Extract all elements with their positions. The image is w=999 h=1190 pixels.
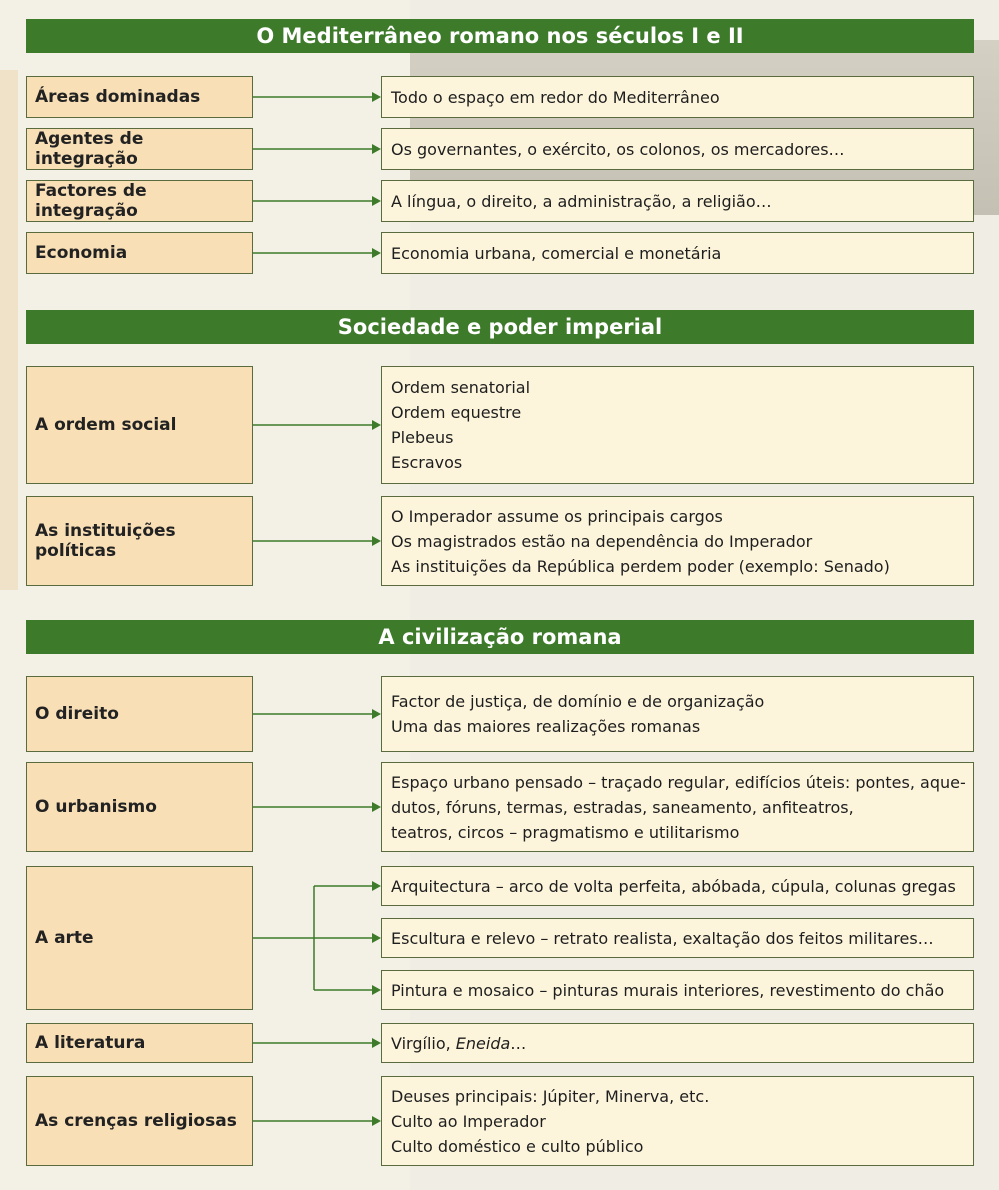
content-line: Uma das maiores realizações romanas <box>391 717 701 736</box>
content-line: Os magistrados estão na dependência do Imperador <box>391 531 813 551</box>
section-title-sociedade: Sociedade e poder imperial <box>26 310 974 344</box>
content-line: Deuses principais: Júpiter, Minerva, etc. <box>391 1086 710 1106</box>
background-left-margin <box>0 70 18 590</box>
content-line: Arquitectura – arco de volta perfeita, abóbada, cúpula, colunas gregas <box>391 876 956 896</box>
content-ordem-social <box>381 366 974 484</box>
section-title-civilizacao: A civilização romana <box>26 620 974 654</box>
content-direito <box>381 676 974 752</box>
label-direito: O direito <box>26 676 253 752</box>
literatura-ellipsis: … <box>510 1033 527 1053</box>
content-line: Escravos <box>391 453 463 472</box>
content-line <box>391 1031 973 1056</box>
content-economia <box>381 232 974 274</box>
content-line: As instituições da República perdem poder (exemplo: Senado) <box>391 556 890 576</box>
label-urbanismo: O urbanismo <box>26 762 253 852</box>
content-arte-escultura <box>381 918 974 958</box>
content-urbanismo <box>381 762 974 852</box>
content-line: Pintura e mosaico – pinturas murais interiores, revestimento do chão <box>391 980 945 1000</box>
content-line: Culto ao Imperador <box>391 1111 546 1131</box>
literatura-work: Eneida <box>455 1033 511 1053</box>
content-line: Economia urbana, comercial e monetária <box>391 243 722 263</box>
content-line: A língua, o direito, a administração, a religião… <box>391 191 772 211</box>
content-crencas-religiosas <box>381 1076 974 1166</box>
content-literatura <box>381 1023 974 1063</box>
label-instituicoes-politicas: As instituições políticas <box>26 496 253 586</box>
content-areas-dominadas <box>381 76 974 118</box>
label-factores-integracao: Factores de integração <box>26 180 253 222</box>
content-line: O Imperador assume os principais cargos <box>391 506 723 526</box>
content-arte-pintura <box>381 970 974 1010</box>
content-line: Os governantes, o exército, os colonos, os mercadores… <box>391 139 845 159</box>
content-line: Factor de justiça, de domínio e de organização <box>391 692 765 711</box>
content-line: dutos, fóruns, termas, estradas, saneamento, anfiteatros, <box>391 797 854 817</box>
label-areas-dominadas: Áreas dominadas <box>26 76 253 118</box>
content-line: teatros, circos – pragmatismo e utilitarismo <box>391 822 740 842</box>
label-ordem-social: A ordem social <box>26 366 253 484</box>
content-line: Culto doméstico e culto público <box>391 1136 644 1156</box>
label-arte: A arte <box>26 866 253 1010</box>
label-economia: Economia <box>26 232 253 274</box>
label-crencas-religiosas: As crenças religiosas <box>26 1076 253 1166</box>
content-line: Plebeus <box>391 428 454 447</box>
content-line: Escultura e relevo – retrato realista, exaltação dos feitos militares… <box>391 928 934 948</box>
content-line: Espaço urbano pensado – traçado regular, edifícios úteis: pontes, aque- <box>391 772 966 792</box>
literatura-author: Virgílio, <box>391 1033 456 1053</box>
content-instituicoes-politicas <box>381 496 974 586</box>
content-line: Ordem equestre <box>391 403 522 422</box>
label-literatura: A literatura <box>26 1023 253 1063</box>
label-agentes-integracao: Agentes de integração <box>26 128 253 170</box>
content-line: Todo o espaço em redor do Mediterrâneo <box>391 87 720 107</box>
content-line: Ordem senatorial <box>391 378 531 397</box>
content-arte-arquitectura <box>381 866 974 906</box>
content-factores-integracao <box>381 180 974 222</box>
section-title-mediterraneo: O Mediterrâneo romano nos séculos I e II <box>26 19 974 53</box>
content-agentes-integracao <box>381 128 974 170</box>
